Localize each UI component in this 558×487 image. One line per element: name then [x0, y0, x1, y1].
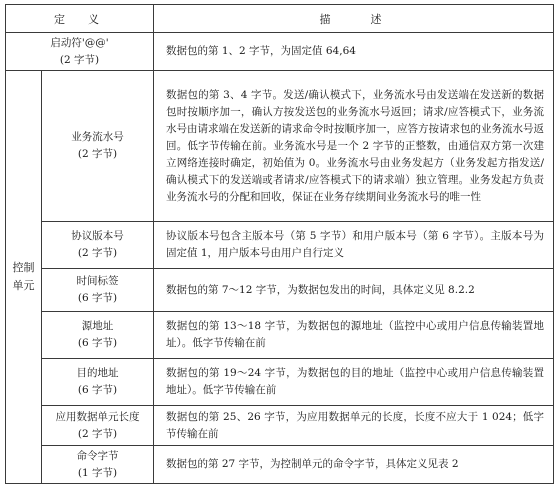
table-row-serial [6, 71, 554, 222]
destination-desc: 数据包的第 19～24 字节，为数据包的目的地址（监控中心或用户信息传输装置地址）。低字节传输在前 [154, 359, 554, 406]
length-desc: 数据包的第 25、26 字节，为应用数据单元的长度，长度不应大于 1 024；低字节传输在前 [154, 406, 554, 446]
table-row-destination [6, 359, 554, 406]
header-description: 描 述 [154, 5, 554, 33]
destination-name-cell [42, 359, 154, 406]
header-row [6, 5, 554, 33]
timestamp-desc: 数据包的第 7～12 字节，为数据包发出的时间，具体定义见 8.2.2 [154, 269, 554, 312]
length-name: 应用数据单元长度 [55, 410, 140, 423]
source-desc: 数据包的第 13～18 字节，为数据包的源地址（监控中心或用户信息传输装置地址）。低字节传输在前 [154, 312, 554, 359]
command-desc: 数据包的第 27 字节，为控制单元的命令字节，具体定义见表 2 [154, 446, 554, 484]
control-unit-label [6, 71, 42, 484]
start-desc: 数据包的第 1、2 字节，为固定值 64,64 [154, 33, 554, 71]
version-desc: 协议版本号包含主版本号（第 5 字节）和用户版本号（第 6 字节）。主版本号为固定值 1，用户版本号由用户自行定义 [154, 222, 554, 269]
source-name-cell [42, 312, 154, 359]
table-row-version [6, 222, 554, 269]
source-name: 源地址 [81, 320, 114, 332]
header-definition: 定 义 [6, 5, 154, 33]
start-name-cell [6, 33, 154, 71]
command-name-cell [42, 446, 154, 484]
start-bytes: (2 字节) [59, 53, 100, 66]
table-row-source [6, 312, 554, 359]
command-bytes: (1 字节) [77, 466, 118, 479]
destination-name: 目的地址 [76, 367, 119, 379]
serial-desc: 数据包的第 3、4 字节。发送/确认模式下，业务流水号由发送端在发送新的数据包时按顺序加一，确认方按发送包的业务流水号返回；请求/应答模式下，业务流水号由请求端在发送新的请求命令时按顺序加一，应答方按请求包的业务流水号返回。低字节传输在前。业务流水号是一个 2 字节的正整数，由通信双方第一次建立网络连接时确定，初始值为 0。业务流水号由业务发起方（业务发起方指发送/确认模式下的发送端或者请求/应答模式下的请求端）独立管理。业务发起方负责业务流水号的分配和回收，保证在业务存续期间业务流水号的唯一性 [154, 71, 554, 222]
definition-table [5, 4, 554, 484]
control-unit-label-line1: 控制 [12, 261, 35, 274]
version-name-cell [42, 222, 154, 269]
table-row-command [6, 446, 554, 484]
length-name-cell [42, 406, 154, 446]
length-bytes: (2 字节) [77, 427, 118, 440]
start-name: 启动符'@@' [50, 36, 109, 49]
timestamp-name-cell [42, 269, 154, 312]
timestamp-bytes: (6 字节) [77, 292, 118, 304]
command-name: 命令字节 [76, 449, 119, 462]
table-row-length [6, 406, 554, 446]
version-name: 协议版本号 [71, 230, 124, 242]
table-row-timestamp [6, 269, 554, 312]
serial-name-cell [42, 71, 154, 222]
table-row-start [6, 33, 554, 71]
serial-name: 业务流水号 [71, 131, 124, 143]
timestamp-name: 时间标签 [76, 275, 119, 287]
control-unit-label-line2: 单元 [12, 279, 35, 292]
source-bytes: (6 字节) [77, 337, 118, 349]
version-bytes: (2 字节) [77, 247, 118, 259]
destination-bytes: (6 字节) [77, 384, 118, 396]
serial-bytes: (2 字节) [77, 148, 118, 160]
